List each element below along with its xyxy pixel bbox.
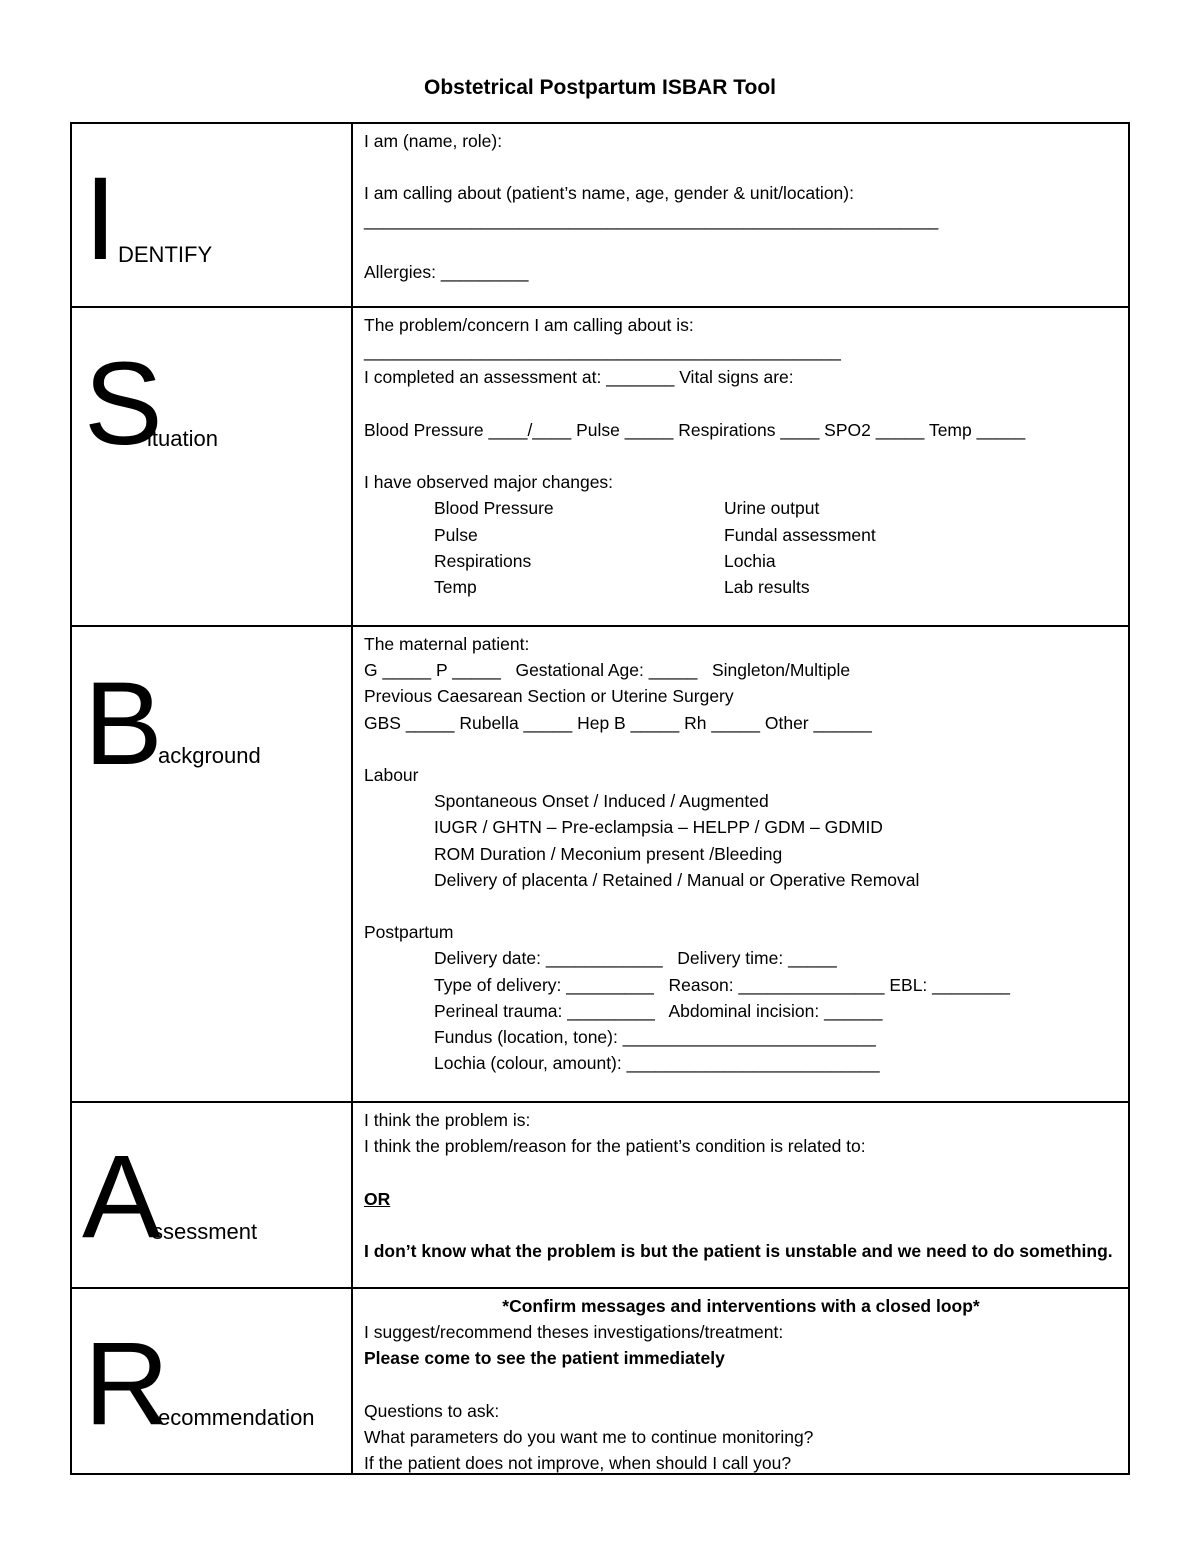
- identify-letter: I: [84, 153, 117, 285]
- labour-line: ROM Duration / Meconium present /Bleeding: [434, 843, 783, 864]
- background-label-cell: [72, 627, 353, 1101]
- vital-signs-line: Blood Pressure ____/____ Pulse _____ Respirations ____ SPO2 _____ Temp _____: [364, 419, 1026, 440]
- change-item: Blood Pressure: [434, 498, 554, 519]
- background-word: ackground: [158, 743, 261, 768]
- assessment-content: [353, 1103, 1128, 1287]
- assessment-label-cell: [72, 1103, 353, 1287]
- change-item: Fundal assessment: [724, 524, 876, 545]
- identify-line: I am (name, role):: [364, 131, 503, 151]
- situation-letter: S: [84, 338, 163, 470]
- assessment-letter: A: [82, 1131, 161, 1263]
- page-title: Obstetrical Postpartum ISBAR Tool: [424, 76, 776, 99]
- identify-label-cell: [72, 124, 353, 306]
- unstable-statement: I don’t know what the problem is but the patient is unstable and we need to do something.: [364, 1240, 1113, 1261]
- postpartum-line: Delivery date: ____________ Delivery time: _____: [434, 948, 837, 969]
- assessment-row: [70, 1103, 1130, 1289]
- question-item: What parameters do you want me to continue monitoring?: [364, 1427, 814, 1447]
- problem-is-line: I think the problem is:: [364, 1110, 531, 1130]
- isbar-table: [70, 122, 1130, 1475]
- maternal-line: G _____ P _____ Gestational Age: _____ Singleton/Multiple: [364, 660, 851, 681]
- changes-list: [364, 495, 1118, 600]
- situation-label-cell: [72, 308, 353, 625]
- change-item: Urine output: [724, 498, 820, 519]
- or-label: OR: [364, 1188, 391, 1209]
- labour-line: Spontaneous Onset / Induced / Augmented: [434, 791, 769, 812]
- postpartum-line: Perineal trauma: _________ Abdominal incision: ______: [434, 1000, 883, 1021]
- identify-row: [70, 122, 1130, 308]
- maternal-line: The maternal patient:: [364, 634, 530, 654]
- confirm-loop-note: *Confirm messages and interventions with a closed loop*: [502, 1296, 980, 1316]
- labour-line: Delivery of placenta / Retained / Manual or Operative Removal: [434, 869, 920, 890]
- problem-blank: _________________________________________________: [364, 341, 841, 362]
- questions-heading: Questions to ask:: [364, 1400, 500, 1421]
- recommendation-letter: R: [84, 1318, 170, 1450]
- postpartum-line: Fundus (location, tone): __________________________: [434, 1027, 876, 1048]
- recommendation-row: [70, 1289, 1130, 1475]
- situation-row: [70, 308, 1130, 627]
- recommendation-label-cell: [72, 1289, 353, 1473]
- identify-line: I am calling about (patient’s name, age, gender & unit/location):: [364, 183, 854, 204]
- labour-heading: Labour: [364, 765, 419, 785]
- identify-line: Allergies: _________: [364, 261, 529, 282]
- maternal-line: GBS _____ Rubella _____ Hep B _____ Rh _____ Other ______: [364, 712, 872, 733]
- situation-content: [353, 308, 1128, 625]
- change-item: Lab results: [724, 577, 810, 597]
- postpartum-line: Type of delivery: _________ Reason: _______________ EBL: ________: [434, 974, 1011, 995]
- maternal-line: Previous Caesarean Section or Uterine Surgery: [364, 686, 734, 707]
- related-to-line: I think the problem/reason for the patient’s condition is related to:: [364, 1136, 866, 1157]
- postpartum-line: Lochia (colour, amount): __________________________: [434, 1053, 880, 1074]
- recommendation-content: [353, 1289, 1128, 1473]
- background-row: [70, 627, 1130, 1103]
- background-letter: B: [84, 658, 163, 790]
- labour-line: IUGR / GHTN – Pre-eclampsia – HELPP / GDM – GDMID: [434, 817, 883, 838]
- assessment-time-line: I completed an assessment at: _______ Vital signs are:: [364, 367, 794, 388]
- situation-word: ituation: [147, 426, 218, 451]
- identify-word: DENTIFY: [118, 242, 213, 267]
- background-content: [353, 627, 1128, 1101]
- identify-content: [353, 124, 1128, 306]
- suggest-line: I suggest/recommend theses investigations/treatment:: [364, 1322, 784, 1343]
- problem-line: The problem/concern I am calling about is:: [364, 315, 694, 335]
- question-item: If the patient does not improve, when should I call you?: [364, 1453, 792, 1474]
- change-item: Temp: [434, 577, 477, 597]
- identify-line: ___________________________________________________________: [364, 209, 939, 230]
- come-immediately-line: Please come to see the patient immediately: [364, 1348, 725, 1369]
- change-item: Lochia: [724, 550, 776, 571]
- recommendation-word: ecommendation: [158, 1405, 315, 1430]
- postpartum-heading: Postpartum: [364, 922, 454, 943]
- assessment-word: ssessment: [152, 1219, 258, 1244]
- change-item: Respirations: [434, 550, 532, 571]
- changes-heading: I have observed major changes:: [364, 472, 614, 493]
- change-item: Pulse: [434, 524, 478, 545]
